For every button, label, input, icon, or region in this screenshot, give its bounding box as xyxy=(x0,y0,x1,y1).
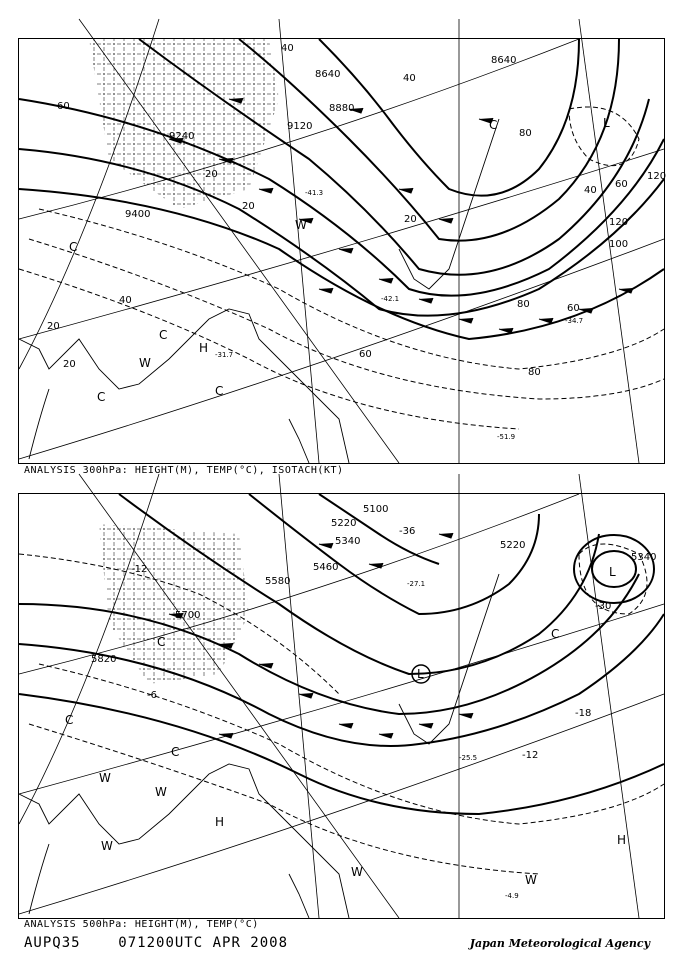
warm-center: W xyxy=(525,873,537,887)
temperature-labels xyxy=(215,189,583,441)
height-label: 5100 xyxy=(363,504,389,515)
cold-center: C xyxy=(157,635,166,649)
isotach-label: 80 xyxy=(519,128,532,139)
caption-300hpa: ANALYSIS 300hPa: HEIGHT(M), TEMP(°C), ISOTACH(KT) xyxy=(24,465,344,476)
temp-label: -6 xyxy=(147,690,157,701)
height-label: 9240 xyxy=(169,131,195,142)
height-label: 5580 xyxy=(265,576,291,587)
height-label: 5820 xyxy=(91,654,117,665)
temp-label: -31.7 xyxy=(215,351,234,359)
height-label: 8640 xyxy=(491,55,517,66)
isotach-label: 20 xyxy=(47,321,60,332)
temp-label: -34.7 xyxy=(565,317,584,325)
height-label: 5340 xyxy=(335,536,361,547)
analysis-300hpa-map xyxy=(18,38,665,464)
isotach-label: 40 xyxy=(403,73,416,84)
isotach-label: 120 xyxy=(647,171,667,182)
isotach-label: 100 xyxy=(609,239,629,250)
temp-label: -27.1 xyxy=(407,580,426,588)
height-label: 9120 xyxy=(287,121,313,132)
cold-center: C xyxy=(551,627,560,641)
isotach-label: 20 xyxy=(63,359,76,370)
warm-center: W xyxy=(101,839,113,853)
isotach-label: 20 xyxy=(242,201,255,212)
low-center: L xyxy=(603,116,610,130)
cold-center: C xyxy=(489,118,498,132)
height-label: 5340 xyxy=(631,552,657,563)
height-label: 8640 xyxy=(315,69,341,80)
coastlines xyxy=(19,119,499,463)
analysis-500hpa-map xyxy=(18,493,665,919)
temp-label: -18 xyxy=(575,708,592,719)
temp-label: -51.9 xyxy=(497,433,516,441)
cold-center: C xyxy=(65,713,74,727)
high-center: H xyxy=(215,815,225,829)
height-label: 5700 xyxy=(175,610,201,621)
isotach-label: 40 xyxy=(281,43,294,54)
agency-name: Japan Meteorological Agency xyxy=(469,937,650,950)
valid-time: 071200UTC APR 2008 xyxy=(118,935,289,951)
low-center: L xyxy=(417,667,424,681)
map-500hpa-svg xyxy=(19,494,664,918)
isotach-label: 60 xyxy=(567,303,580,314)
cold-center: C xyxy=(97,390,106,404)
cold-center: C xyxy=(69,240,78,254)
height-label: 5220 xyxy=(331,518,357,529)
isotach-label: 40 xyxy=(119,295,132,306)
warm-center: W xyxy=(139,356,151,370)
isotach-label: 20 xyxy=(404,214,417,225)
caption-500hpa: ANALYSIS 500hPa: HEIGHT(M), TEMP(°C) xyxy=(24,919,259,930)
warm-center: W xyxy=(351,865,363,879)
temp-label: -4.9 xyxy=(505,892,519,900)
coastlines xyxy=(19,574,499,918)
isotach-label: 120 xyxy=(609,217,629,228)
cold-center: C xyxy=(171,745,180,759)
temp-label: -41.3 xyxy=(305,189,324,197)
isotach-label: 60 xyxy=(359,349,372,360)
temp-label: -36 xyxy=(399,526,416,537)
warm-center: W xyxy=(155,785,167,799)
high-center: H xyxy=(199,341,209,355)
chart-code: AUPQ35 xyxy=(24,935,81,951)
isotach-label: 80 xyxy=(517,299,530,310)
isotach-label: 60 xyxy=(57,101,70,112)
low-center: L xyxy=(609,565,616,579)
height-label: 5220 xyxy=(500,540,526,551)
chart-id xyxy=(24,935,288,951)
temp-hatch-region xyxy=(89,39,279,209)
isotach-label: 20 xyxy=(205,169,218,180)
temp-label: -30 xyxy=(595,601,612,612)
temp-label: -42.1 xyxy=(381,295,400,303)
temp-label: -12 xyxy=(522,750,539,761)
isotach-label: 40 xyxy=(584,185,597,196)
height-label: 9400 xyxy=(125,209,151,220)
warm-center: W xyxy=(295,218,307,232)
isotach-label: 60 xyxy=(615,179,628,190)
temp-label: -25.5 xyxy=(459,754,478,762)
cold-center: C xyxy=(159,328,168,342)
temp-hatch-region xyxy=(99,524,249,684)
height-label: 8880 xyxy=(329,103,355,114)
height-label: 5460 xyxy=(313,562,339,573)
warm-center: W xyxy=(99,771,111,785)
isotach-label: 80 xyxy=(528,367,541,378)
map-300hpa-svg xyxy=(19,39,667,463)
high-center: H xyxy=(617,833,627,847)
temp-label: -12 xyxy=(131,564,148,575)
cold-center: C xyxy=(215,384,224,398)
